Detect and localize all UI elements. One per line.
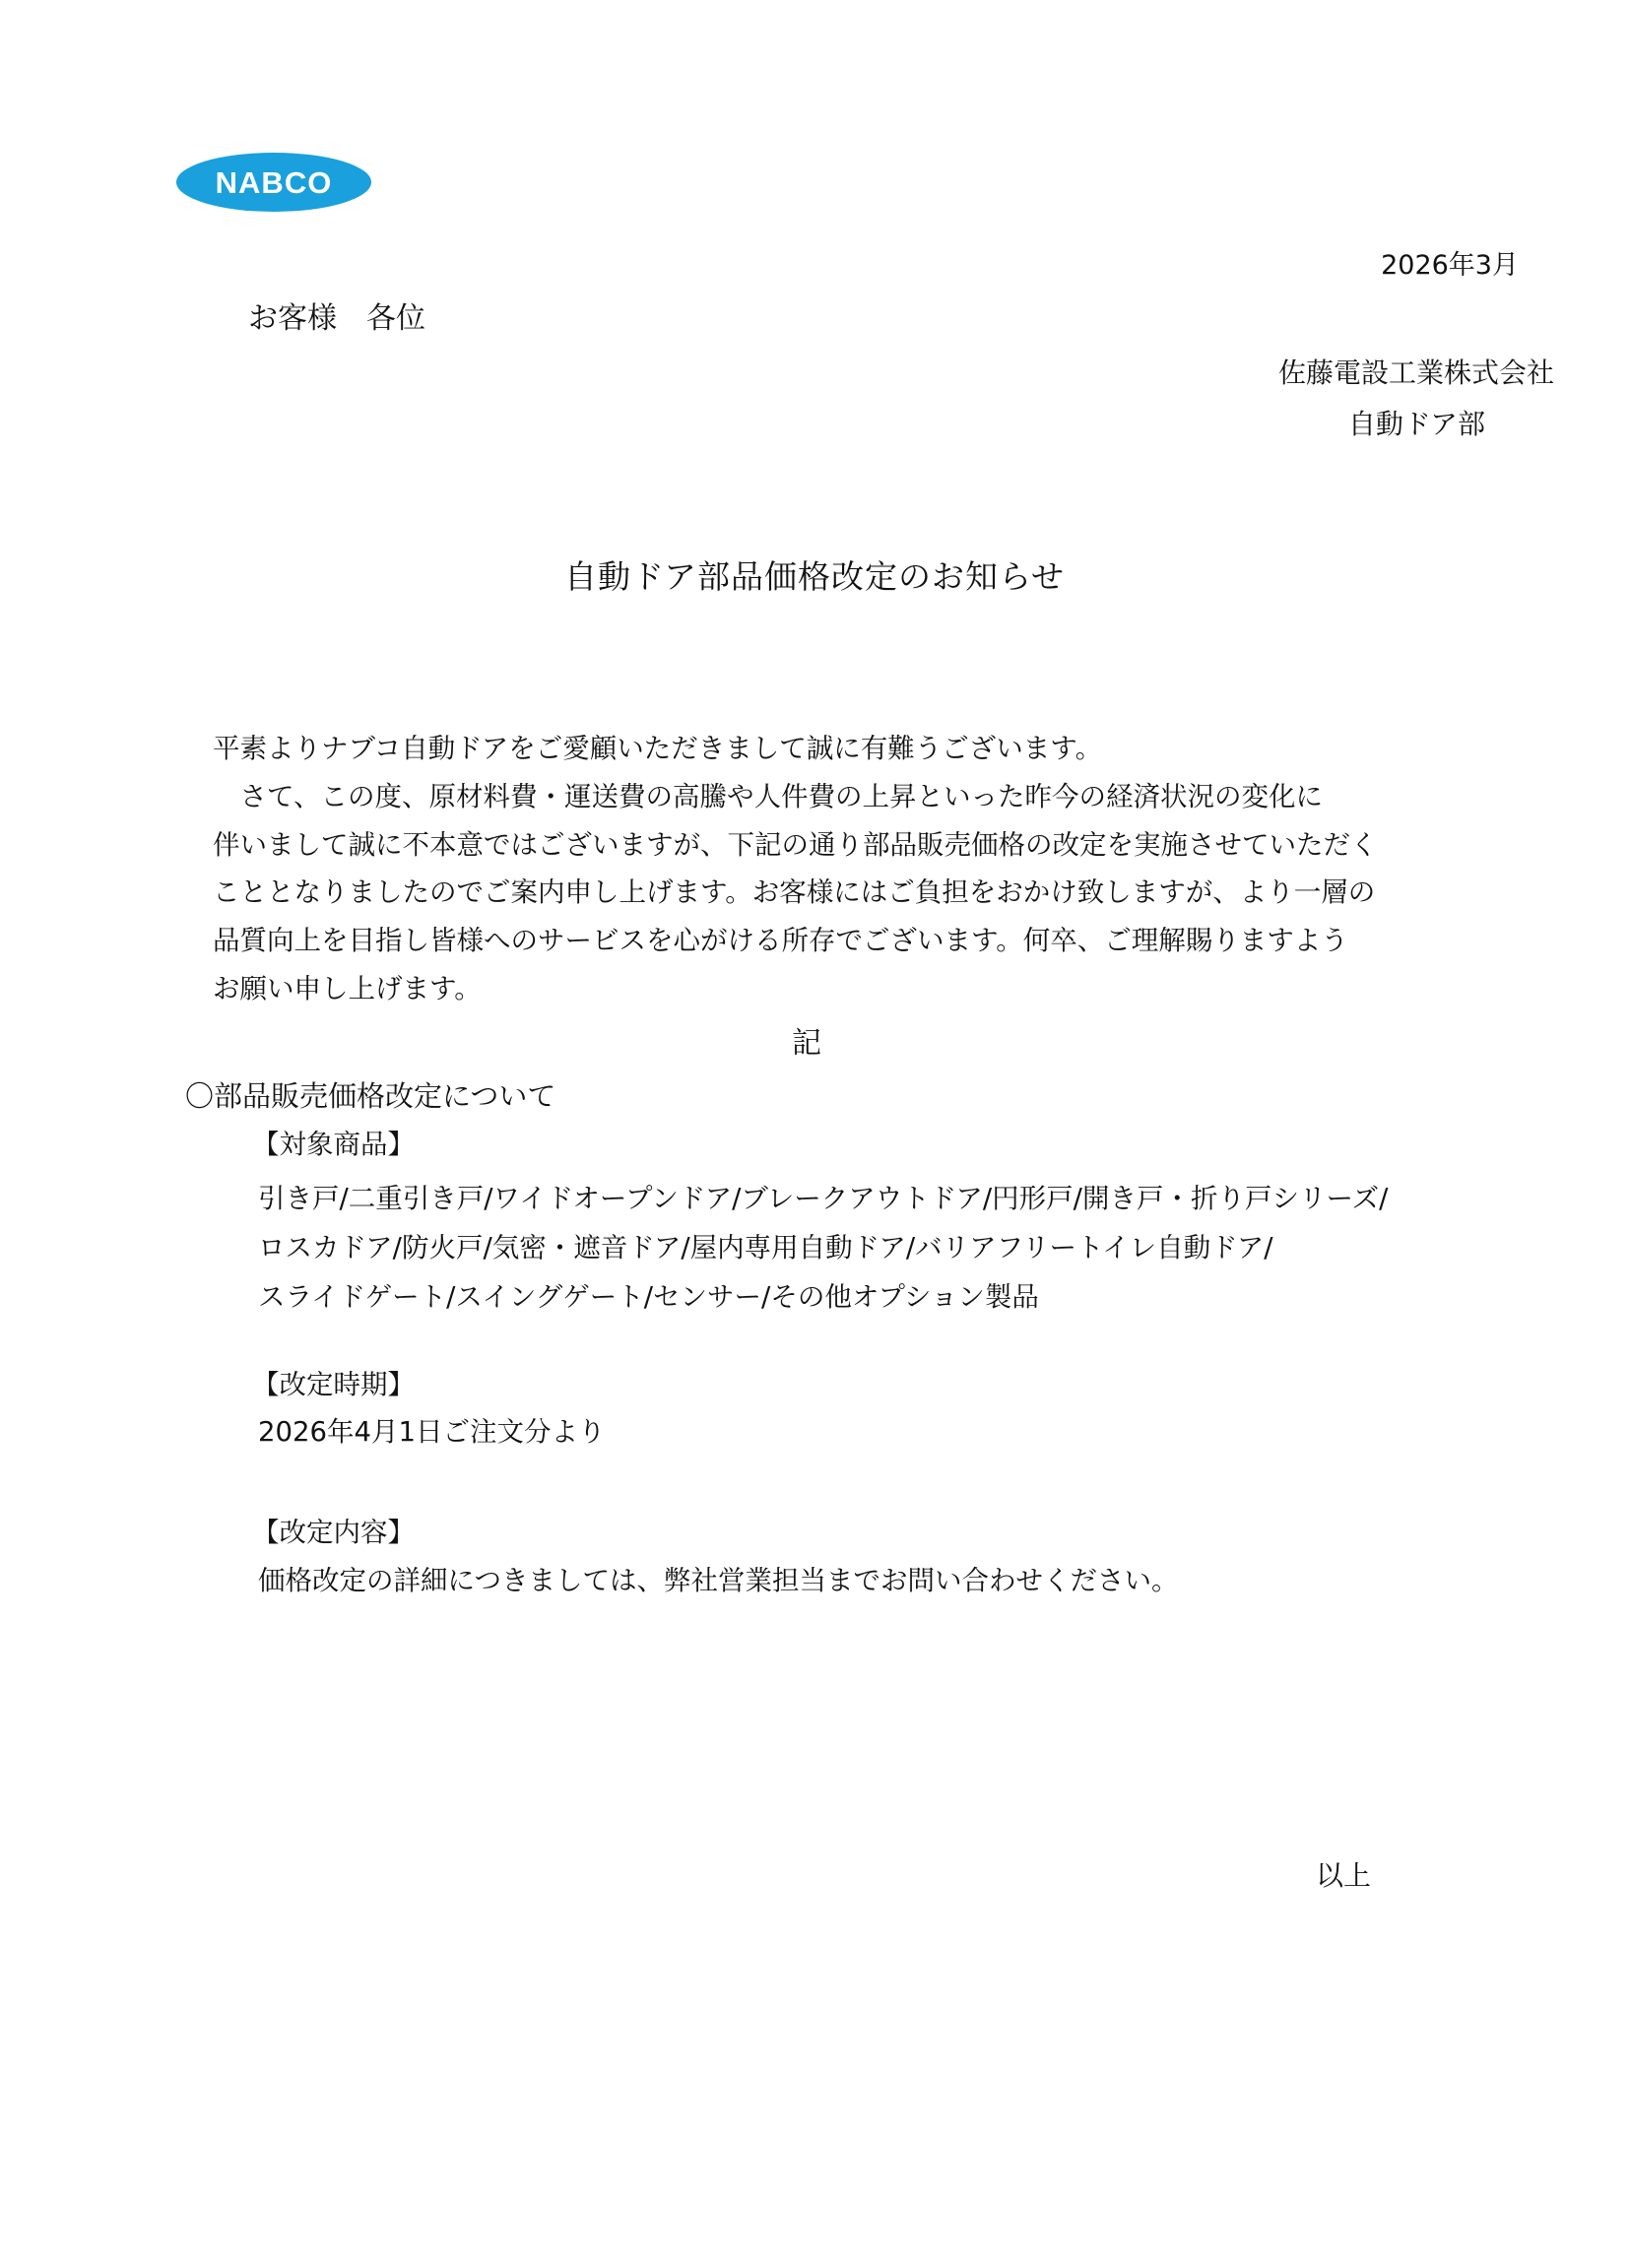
- revision-period-heading: 【改定時期】: [252, 1369, 415, 1400]
- nabco-logo-graphic: [175, 152, 372, 213]
- product-line: 引き戸/二重引き戸/ワイドオープンドア/ブレークアウトドア/円形戸/開き戸・折り戸シリーズ/: [258, 1183, 1389, 1214]
- nabco-logo: [175, 152, 372, 213]
- closing-mark: 以上: [1316, 1859, 1372, 1892]
- revision-content-heading: 【改定内容】: [252, 1517, 415, 1548]
- company-name: 佐藤電設工業株式会社: [1277, 356, 1554, 389]
- body-line: 伴いまして誠に不本意ではございますが、下記の通り部品販売価格の改定を実施させていただく: [213, 828, 1378, 861]
- body-paragraph: [213, 725, 1483, 1013]
- body-line: 品質向上を目指し皆様へのサービスを心がける所存でございます。何卒、ご理解賜りますよう: [213, 925, 1348, 957]
- logo-text: NABCO: [215, 165, 333, 200]
- body-line: お願い申し上げます。: [213, 972, 482, 1004]
- department-name: 自動ドア部: [1347, 408, 1485, 440]
- body-line: さて、この度、原材料費・運送費の高騰や人件費の上昇といった昨今の経済状況の変化に: [213, 780, 1323, 812]
- issue-date: 2026年3月: [1381, 250, 1519, 281]
- revision-content-text: 価格改定の詳細につきましては、弊社営業担当までお問い合わせください。: [258, 1565, 1179, 1596]
- section-heading: 〇部品販売価格改定について: [185, 1079, 556, 1113]
- product-line: スライドゲート/スイングゲート/センサー/その他オプション製品: [258, 1281, 1039, 1313]
- target-products-list: [258, 1174, 1388, 1322]
- document-title: 自動ドア部品価格改定のお知らせ: [563, 557, 1066, 596]
- body-line: こととなりましたのでご案内申し上げます。お客様にはご負担をおかけ致しますが、より一層の: [213, 876, 1376, 909]
- revision-period-text: 2026年4月1日ご注文分より: [258, 1416, 606, 1448]
- ki-marker: 記: [792, 1026, 821, 1061]
- target-products-heading: 【対象商品】: [252, 1129, 415, 1160]
- product-line: ロスカドア/防火戸/気密・遮音ドア/屋内専用自動ドア/バリアフリートイレ自動ドア/: [258, 1232, 1273, 1264]
- recipient: お客様 各位: [248, 301, 425, 336]
- body-line: 平素よりナブコ自動ドアをご愛顧いただきまして誠に有難うございます。: [213, 733, 1103, 764]
